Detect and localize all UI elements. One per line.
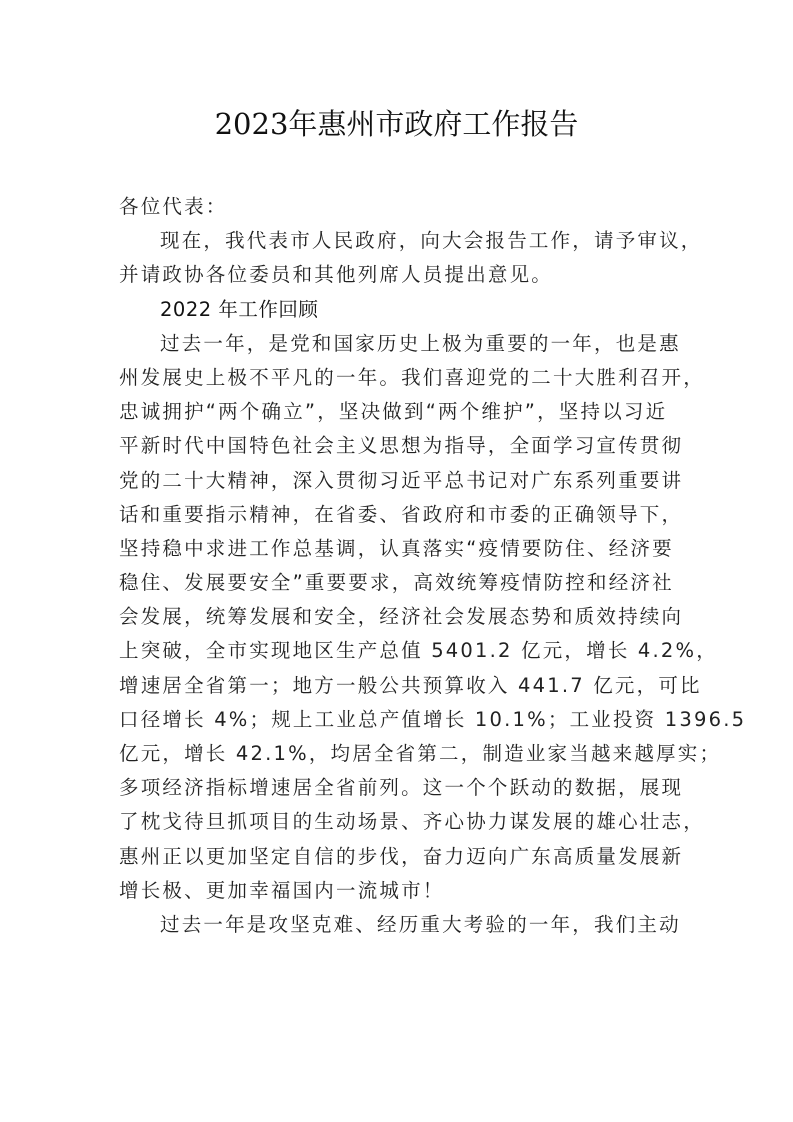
paragraph-line: 上突破，全市实现地区生产总值 5401.2 亿元，增长 4.2%， <box>119 639 718 663</box>
paragraph-line: 过去一年是攻坚克难、经历重大考验的一年，我们主动 <box>160 912 681 936</box>
paragraph-line: 亿元，增长 42.1%，均居全省第二，制造业家当越来越厚实； <box>119 742 722 765</box>
paragraph-line: 多项经济指标增速居全省前列。这一个个跃动的数据，展现 <box>119 776 684 800</box>
paragraph-line: 党的二十大精神，深入贯彻习近平总书记对广东系列重要讲 <box>119 468 684 492</box>
paragraph-line: 惠州正以更加坚定自信的步伐，奋力迈向广东高质量发展新 <box>119 844 684 868</box>
paragraph-line: 会发展，统筹发展和安全，经济社会发展态势和质效持续向 <box>119 605 684 629</box>
section-heading: 2022 年工作回顾 <box>160 297 319 321</box>
intro-line: 并请政协各位委员和其他列席人员提出意见。 <box>119 263 554 287</box>
paragraph-line: 稳住、发展要安全”重要要求，高效统筹疫情防控和经济社 <box>119 571 674 595</box>
salutation: 各位代表： <box>119 195 228 218</box>
paragraph-line: 坚持稳中求进工作总基调，认真落实“疫情要防住、经济要 <box>119 536 674 560</box>
paragraph-line: 州发展史上极不平凡的一年。我们喜迎党的二十大胜利召开， <box>119 365 705 389</box>
paragraph-line: 平新时代中国特色社会主义思想为指导，全面学习宣传贯彻 <box>119 434 684 458</box>
paragraph-line: 口径增长 4%；规上工业总产值增长 10.1%；工业投资 1396.5 <box>119 707 747 731</box>
paragraph-line: 了枕戈待旦抓项目的生动场景、齐心协力谋发展的雄心壮志， <box>119 810 705 834</box>
paragraph-line: 过去一年，是党和国家历史上极为重要的一年，也是惠 <box>160 331 681 355</box>
paragraph-line: 增长极、更加幸福国内一流城市！ <box>119 878 445 902</box>
paragraph-line: 忠诚拥护“两个确立”，坚决做到“两个维护”，坚持以习近 <box>119 400 668 424</box>
document-title: 2023年惠州市政府工作报告 <box>214 107 579 141</box>
paragraph-line: 增速居全省第一；地方一般公共预算收入 441.7 亿元，可比 <box>119 673 702 697</box>
intro-line: 现在，我代表市人民政府，向大会报告工作，请予审议， <box>160 229 703 253</box>
document-body <box>119 190 747 942</box>
paragraph-line: 话和重要指示精神，在省委、省政府和市委的正确领导下， <box>119 502 684 526</box>
